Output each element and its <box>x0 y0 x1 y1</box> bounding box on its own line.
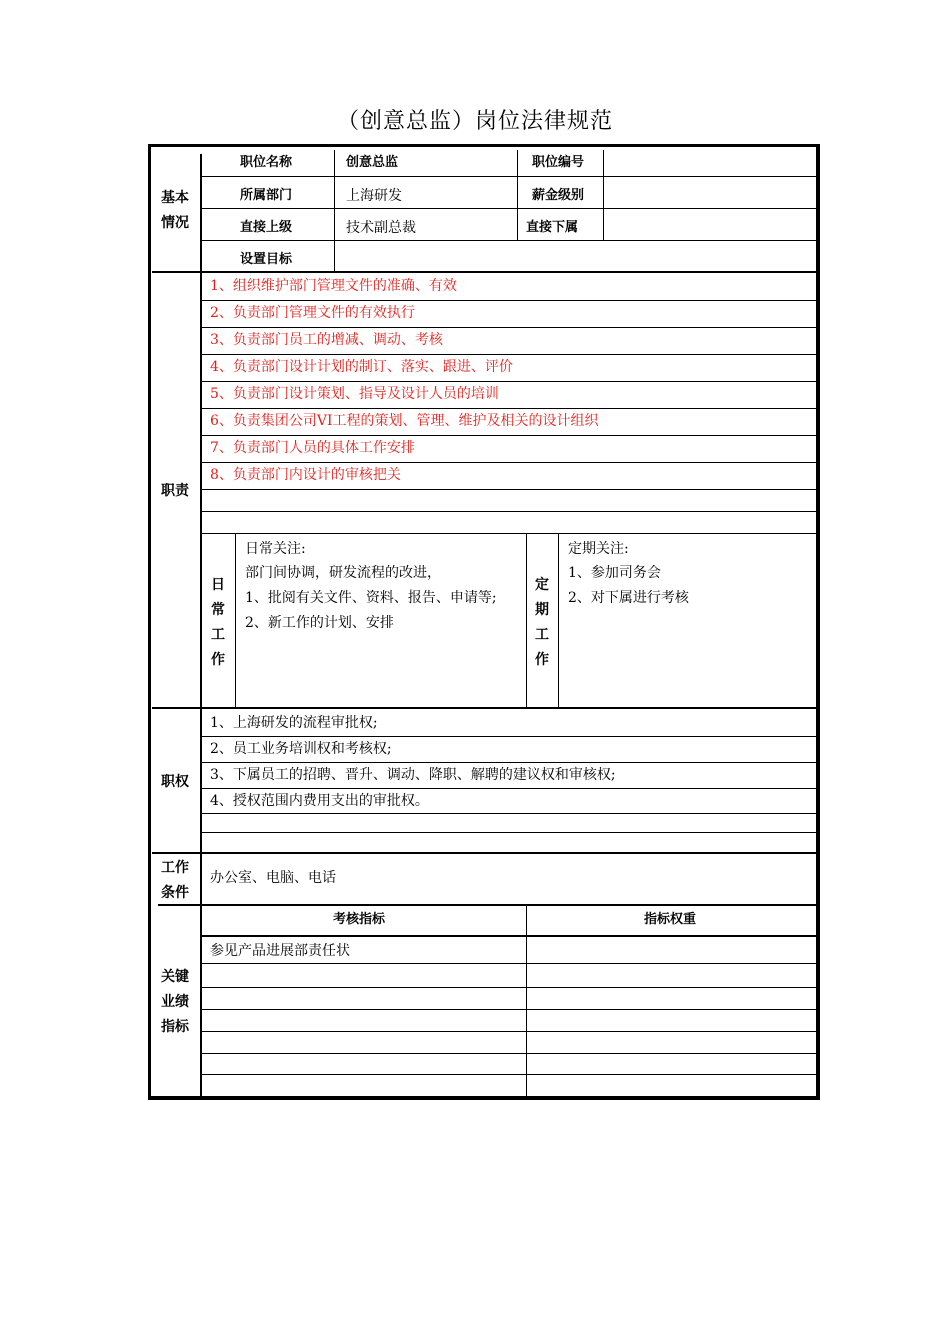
divider <box>603 150 604 240</box>
authority-item: 1、上海研发的流程审批权; <box>210 715 378 731</box>
authority-section-label: 职权 <box>161 774 189 790</box>
divider <box>202 1009 816 1010</box>
daily-label-char: 作 <box>211 652 225 668</box>
duty-item: 2、负责部门管理文件的有效执行 <box>210 305 415 321</box>
divider <box>200 709 202 852</box>
divider <box>202 462 816 463</box>
dept-label: 所属部门 <box>240 188 293 203</box>
divider <box>202 987 816 988</box>
divider <box>558 533 559 708</box>
divider <box>202 788 816 789</box>
superior-label: 直接上级 <box>240 220 293 235</box>
divider <box>202 1074 816 1075</box>
kpi-label-line-3: 指标 <box>161 1019 189 1035</box>
divider <box>202 354 816 355</box>
divider <box>202 533 816 534</box>
periodic-work-label <box>532 573 552 673</box>
duty-item: 1、组织维护部门管理文件的准确、有效 <box>210 278 457 294</box>
divider <box>202 1031 816 1032</box>
daily-label-char: 常 <box>211 602 225 618</box>
duty-item: 8、负责部门内设计的审核把关 <box>210 467 401 483</box>
kpi-indicator-cell: 参见产品进展部责任状 <box>210 943 350 959</box>
conditions-label-line-2: 条件 <box>161 885 189 901</box>
divider <box>202 408 816 409</box>
authority-item: 4、授权范围内费用支出的审批权。 <box>210 793 429 809</box>
periodic-label-char: 作 <box>535 652 549 668</box>
divider <box>334 150 335 272</box>
salary-label: 薪金级别 <box>532 188 585 203</box>
basic-label-line-1: 基本 <box>161 190 189 206</box>
job-no-label: 职位编号 <box>532 155 585 170</box>
duty-item: 5、负责部门设计策划、指导及设计人员的培训 <box>210 386 499 402</box>
basic-section-label <box>155 186 195 236</box>
conditions-label-line-1: 工作 <box>161 860 189 876</box>
section-divider <box>152 271 816 273</box>
daily-work-line: 部门间协调，研发流程的改进， <box>245 565 441 581</box>
divider <box>202 435 816 436</box>
conditions-section-label <box>155 856 195 906</box>
periodic-work-line: 2、对下属进行考核 <box>568 590 689 606</box>
duty-item: 6、负责集团公司VI工程的策划、管理、维护及相关的设计组织 <box>210 413 599 429</box>
divider <box>526 533 527 708</box>
divider <box>202 935 816 937</box>
divider <box>202 832 816 833</box>
periodic-label-char: 期 <box>535 602 549 618</box>
kpi-section-label <box>155 965 195 1040</box>
divider <box>200 854 202 904</box>
divider <box>235 533 236 708</box>
divider <box>202 511 816 512</box>
kpi-label-line-1: 关键 <box>161 969 189 985</box>
goal-label: 设置目标 <box>240 252 293 267</box>
duty-item: 3、负责部门员工的增减、调动、考核 <box>210 332 443 348</box>
duties-section-label: 职责 <box>161 483 189 499</box>
job-name-value: 创意总监 <box>346 155 399 170</box>
divider <box>202 327 816 328</box>
periodic-work-line: 定期关注: <box>568 541 629 557</box>
section-divider <box>152 852 816 854</box>
authority-item: 3、下属员工的招聘、晋升、调动、降职、解聘的建议权和审核权; <box>210 767 616 783</box>
divider <box>202 813 816 814</box>
daily-work-line: 1、批阅有关文件、资料、报告、申请等; <box>245 590 497 606</box>
periodic-label-char: 工 <box>535 627 549 643</box>
page-title: （创意总监）岗位法律规范 <box>336 109 613 134</box>
divider <box>202 963 816 964</box>
divider <box>200 273 202 707</box>
divider <box>517 150 518 240</box>
periodic-label-char: 定 <box>535 577 549 593</box>
divider <box>202 176 816 177</box>
daily-work-line: 2、新工作的计划、安排 <box>245 615 394 631</box>
section-divider <box>158 904 816 906</box>
divider <box>202 240 816 241</box>
subordinate-label: 直接下属 <box>526 220 579 235</box>
divider <box>202 489 816 490</box>
daily-work-line: 日常关注: <box>245 541 306 557</box>
daily-label-char: 日 <box>211 577 225 593</box>
authority-item: 2、员工业务培训权和考核权; <box>210 741 392 757</box>
daily-work-label <box>208 573 228 673</box>
divider <box>202 762 816 763</box>
duty-item: 4、负责部门设计计划的制订、落实、跟进、评价 <box>210 359 513 375</box>
job-name-label: 职位名称 <box>240 155 293 170</box>
divider <box>202 300 816 301</box>
basic-label-line-2: 情况 <box>161 215 189 231</box>
divider <box>202 208 816 209</box>
divider <box>202 1053 816 1054</box>
periodic-work-line: 1、参加司务会 <box>568 565 661 581</box>
kpi-col-indicator: 考核指标 <box>333 912 386 927</box>
kpi-label-line-2: 业绩 <box>161 994 189 1010</box>
divider <box>202 381 816 382</box>
daily-label-char: 工 <box>211 627 225 643</box>
divider <box>200 154 202 272</box>
superior-value: 技术副总裁 <box>346 220 416 236</box>
divider <box>202 736 816 737</box>
dept-value: 上海研发 <box>346 188 402 204</box>
conditions-value: 办公室、电脑、电话 <box>210 870 336 886</box>
section-divider <box>152 707 816 709</box>
duty-item: 7、负责部门人员的具体工作安排 <box>210 440 415 456</box>
kpi-col-weight: 指标权重 <box>644 912 697 927</box>
